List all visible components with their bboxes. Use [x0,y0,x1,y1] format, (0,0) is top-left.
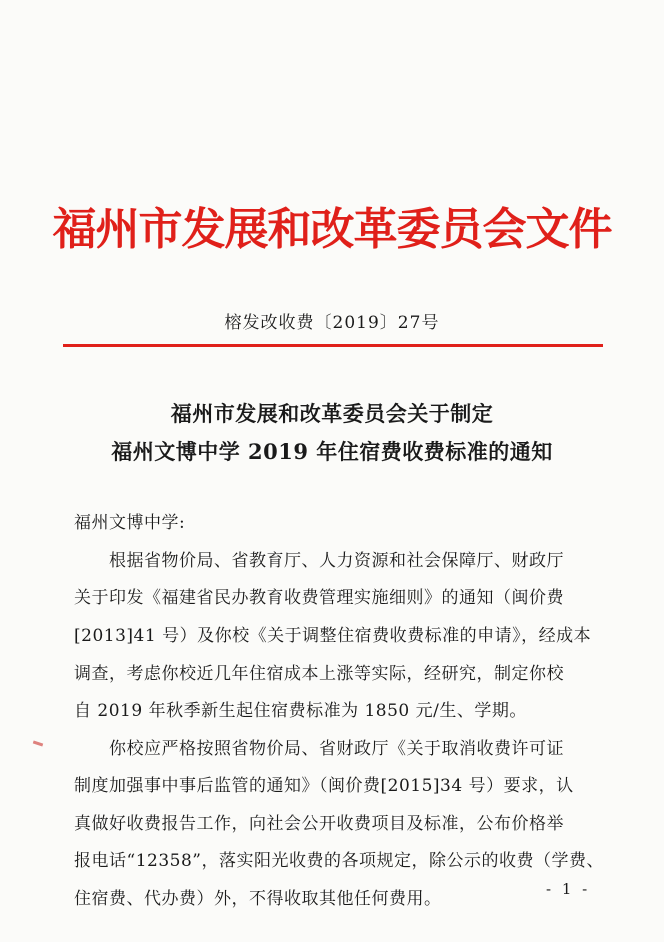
notice-title-line-1: 福州市发展和改革委员会关于制定 [170,401,494,426]
body-line: 关于印发《福建省民办教育收费管理实施细则》的通知（闽价费 [74,588,564,608]
body-line: 真做好收费报告工作，向社会公开收费项目及标准，公布价格举 [74,814,564,834]
body-line: 自 2019 年秋季新生起住宿费标准为 1850 元/生、学期。 [74,701,527,721]
body-line: [2013]41 号）及你校《关于调整住宿费收费标准的申请》，经成本 [74,626,592,646]
body-line: 报电话“12358”，落实阳光收费的各项规定，除公示的收费（学费、 [74,851,604,871]
body-line: 调查，考虑你校近几年住宿成本上涨等实际，经研究，制定你校 [74,664,564,684]
body-line: 制度加强事中事后监管的通知》（闽价费[2015]34 号）要求，认 [74,776,574,796]
body-line: 根据省物价局、省教育厅、人力资源和社会保障厅、财政厅 [74,551,564,571]
document-number: 榕发改收费〔2019〕27号 [224,313,440,333]
notice-title-line-2: 福州文博中学 2019 年住宿费收费标准的通知 [111,439,553,464]
scan-mark [33,741,43,747]
salutation: 福州文博中学: [74,513,186,533]
document-header-title: 福州市发展和改革委员会文件 [52,204,612,255]
header-divider-line [63,344,603,347]
body-line: 住宿费、代办费）外，不得收取其他任何费用。 [74,889,442,909]
page-number: - 1 - [546,880,591,898]
body-line: 你校应严格按照省物价局、省财政厅《关于取消收费许可证 [74,739,564,759]
